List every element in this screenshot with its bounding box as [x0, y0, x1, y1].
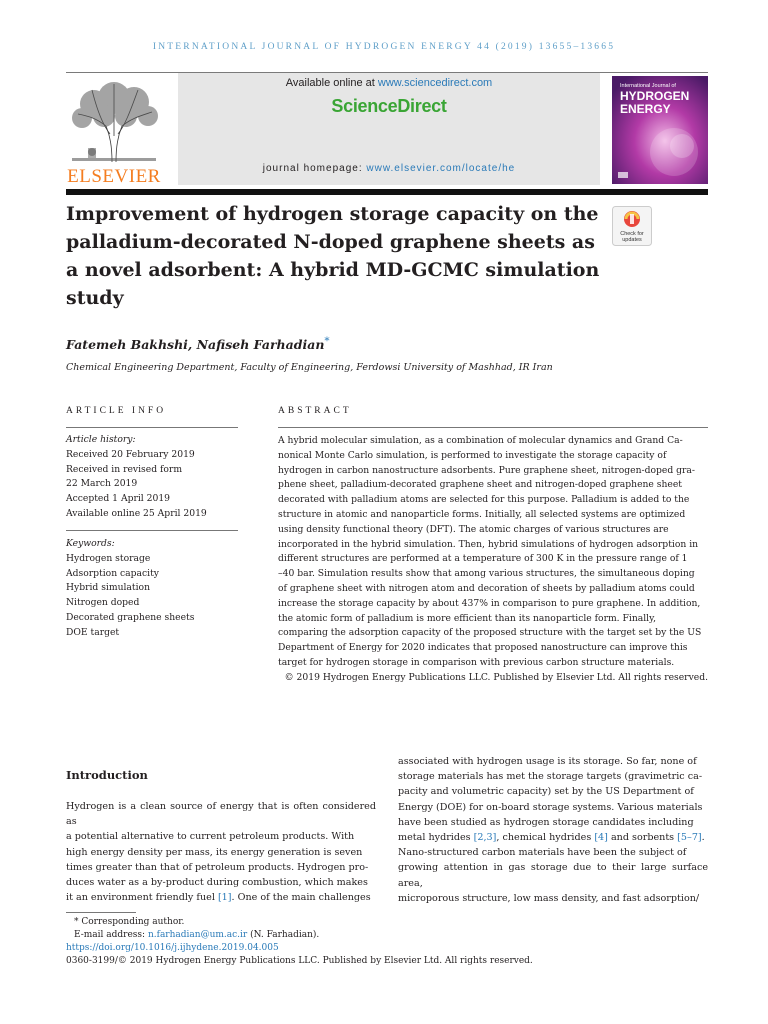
abstract-line: decorated with palladium atoms are selected for this purpose. Palladium is added to the: [278, 494, 690, 506]
abstract-rule: [278, 427, 708, 428]
abstract-line: –40 bar. Simulation results show that among various structures, the simultaneous doping: [278, 568, 695, 580]
cover-word-energy: ENERGY: [620, 102, 671, 116]
keywords-label: Keywords:: [66, 538, 115, 549]
abstract-line: structure in atomic and nanoparticle forms. Initially, all selected systems are optimized: [278, 508, 686, 520]
footnote-rule: [66, 912, 136, 913]
intro-line: high energy density per mass, its energy generation is seven: [66, 846, 363, 858]
abstract-line: A hybrid molecular simulation, as a combination of molecular dynamics and Grand Ca-: [278, 435, 683, 446]
abstract-line: of graphene sheet with nitrogen atom and decoration of sheets by palladium atoms could: [278, 582, 695, 594]
authors: [66, 335, 330, 352]
history-item: Available online 25 April 2019: [66, 507, 207, 519]
intro-text: , chemical hydrides: [496, 832, 595, 844]
keywords: [66, 537, 266, 641]
available-online-line: [178, 77, 600, 89]
abstract-body: [278, 434, 708, 686]
intro-line: Energy (DOE) for on-board storage systems. Various materials: [398, 801, 703, 813]
abstract-line: target for hydrogen storage in comparison with previous carbon structure materials.: [278, 656, 675, 668]
abstract-line: the atomic form of palladium is more efficient than its nanoparticle form. Finally,: [278, 612, 657, 624]
intro-left-column: [66, 799, 376, 905]
journal-cover-image: [612, 76, 708, 184]
email-note: [66, 929, 533, 942]
intro-text: it an environment friendly fuel: [66, 892, 218, 904]
abstract-copyright: © 2019 Hydrogen Energy Publications LLC. Published by Elsevier Ltd. All rights reserved.: [284, 671, 708, 683]
doi-link[interactable]: https://doi.org/10.1016/j.ijhydene.2019.04.005: [66, 943, 279, 953]
history-item: Accepted 1 April 2019: [66, 493, 171, 505]
abstract-line: increase the storage capacity by about 437% in comparison to pure graphene. In addition,: [278, 597, 701, 609]
abstract-line: different structures are performed at a temperature of 300 K in the pressure range of 1: [278, 553, 688, 565]
history-item: Received in revised form: [66, 463, 183, 475]
email-link[interactable]: n.farhadian@um.ac.ir: [147, 930, 248, 940]
title-line: Improvement of hydrogen storage capacity on the: [66, 203, 599, 225]
introduction-heading: Introduction: [66, 768, 148, 782]
intro-line: have been studied as hydrogen storage candidates including: [398, 816, 694, 828]
sciencedirect-logo[interactable]: ScienceDirect: [331, 96, 447, 116]
check-updates-line2: updates: [622, 237, 642, 243]
homepage-link[interactable]: www.elsevier.com/locate/he: [366, 163, 516, 174]
keyword-item: Decorated graphene sheets: [66, 611, 195, 623]
abstract-line: incorporated in the hybrid simulation. Then, hybrid simulations of hydrogen adsorption in: [278, 538, 699, 550]
intro-line: Hydrogen is a clean source of energy that is often considered as: [66, 801, 376, 828]
available-online-label: Available online at: [285, 77, 378, 89]
check-for-updates-badge[interactable]: [612, 206, 652, 246]
abstract-heading: ABSTRACT: [278, 406, 352, 416]
article-history-label: Article history:: [66, 434, 136, 445]
intro-line: duces water as a by-product during combustion, which makes: [66, 877, 368, 889]
article-info-rule: [66, 427, 238, 428]
citation-link[interactable]: [1]: [217, 892, 232, 904]
intro-line: a potential alternative to current petroleum products. With: [66, 831, 355, 843]
abstract-line: Department of Energy for 2020 indicates that proposed nanostructure can improve this: [278, 642, 688, 654]
citation-link[interactable]: [5–7]: [677, 832, 702, 844]
keyword-item: DOE target: [66, 626, 120, 638]
intro-line: [398, 830, 708, 845]
intro-line: microporous structure, low mass density, and fast adsorption/: [398, 892, 700, 904]
article-history: [66, 433, 266, 522]
affiliation: Chemical Engineering Department, Faculty of Engineering, Ferdowsi University of Mashhad, IR Iran: [66, 362, 553, 373]
intro-text: and sorbents: [607, 832, 678, 844]
keyword-item: Nitrogen doped: [66, 597, 140, 609]
check-updates-line1: Check for: [620, 231, 644, 237]
email-label: E-mail address:: [74, 930, 148, 940]
intro-text: .: [701, 832, 705, 844]
abstract-line: nonical Monte Carlo simulation, is performed to investigate the storage capacity of: [278, 449, 667, 461]
abstract-line: using density functional theory (DFT). The atomic charges of various structures are: [278, 523, 669, 535]
intro-line: [66, 890, 376, 905]
history-item: 22 March 2019: [66, 478, 138, 490]
title-line: study: [66, 287, 124, 309]
elsevier-wordmark: ELSEVIER: [67, 166, 161, 187]
author-names: Fatemeh Bakhshi, Nafiseh Farhadian: [66, 337, 325, 353]
abstract-line: hydrogen in carbon nanostructure adsorbents. Pure graphene sheet, nitrogen-doped gra-: [278, 464, 695, 476]
keyword-item: Hybrid simulation: [66, 582, 150, 594]
keyword-item: Adsorption capacity: [66, 567, 159, 579]
abstract-line: phene sheet, palladium-decorated graphene sheet and nitrogen-doped graphene sheet: [278, 479, 682, 491]
running-head: INTERNATIONAL JOURNAL OF HYDROGEN ENERGY 44 (2019) 13655–13665: [152, 42, 616, 52]
title-line: a novel adsorbent: A hybrid MD-GCMC simulation: [66, 259, 600, 281]
intro-text: . One of the main challenges: [231, 892, 371, 904]
keywords-rule: [66, 530, 238, 531]
cover-word-hydrogen: HYDROGEN: [620, 89, 690, 103]
intro-line: Nano-structured carbon materials have been the subject of: [398, 847, 687, 859]
journal-homepage-line: [178, 163, 600, 174]
issn-copyright: 0360-3199/© 2019 Hydrogen Energy Publications LLC. Published by Elsevier Ltd. All rights reserved.: [66, 956, 533, 966]
intro-line: storage materials has met the storage targets (gravimetric ca-: [398, 771, 703, 783]
corresponding-author-note: * Corresponding author.: [74, 917, 185, 927]
intro-line: times greater than that of petroleum products. Hydrogen pro-: [66, 861, 369, 873]
intro-text: metal hydrides: [398, 832, 474, 844]
article-title: [66, 200, 606, 312]
abstract-line: comparing the adsorption capacity of the proposed structure with the target set by the US: [278, 627, 702, 639]
intro-line: growing attention in gas storage due to their large surface area,: [398, 862, 708, 889]
footnotes: [66, 916, 533, 968]
sciencedirect-link[interactable]: www.sciencedirect.com: [377, 77, 493, 89]
article-info-heading: ARTICLE INFO: [66, 406, 167, 416]
email-suffix: (N. Farhadian).: [247, 930, 320, 940]
keyword-item: Hydrogen storage: [66, 552, 151, 564]
intro-right-column: [398, 754, 708, 906]
citation-link[interactable]: [4]: [594, 832, 608, 844]
citation-link[interactable]: [2,3]: [473, 832, 497, 844]
intro-line: pacity and volumetric capacity) set by the US Department of: [398, 786, 694, 798]
title-line: palladium-decorated N-doped graphene sheets as: [66, 231, 595, 253]
intro-line: associated with hydrogen usage is its storage. So far, none of: [398, 756, 697, 767]
corresponding-author-mark[interactable]: *: [324, 335, 330, 347]
homepage-label: journal homepage:: [262, 163, 367, 174]
cover-subtitle: International Journal of: [620, 83, 676, 89]
check-updates-icon: [612, 206, 652, 246]
title-rule: [66, 189, 708, 195]
history-item: Received 20 February 2019: [66, 448, 195, 460]
